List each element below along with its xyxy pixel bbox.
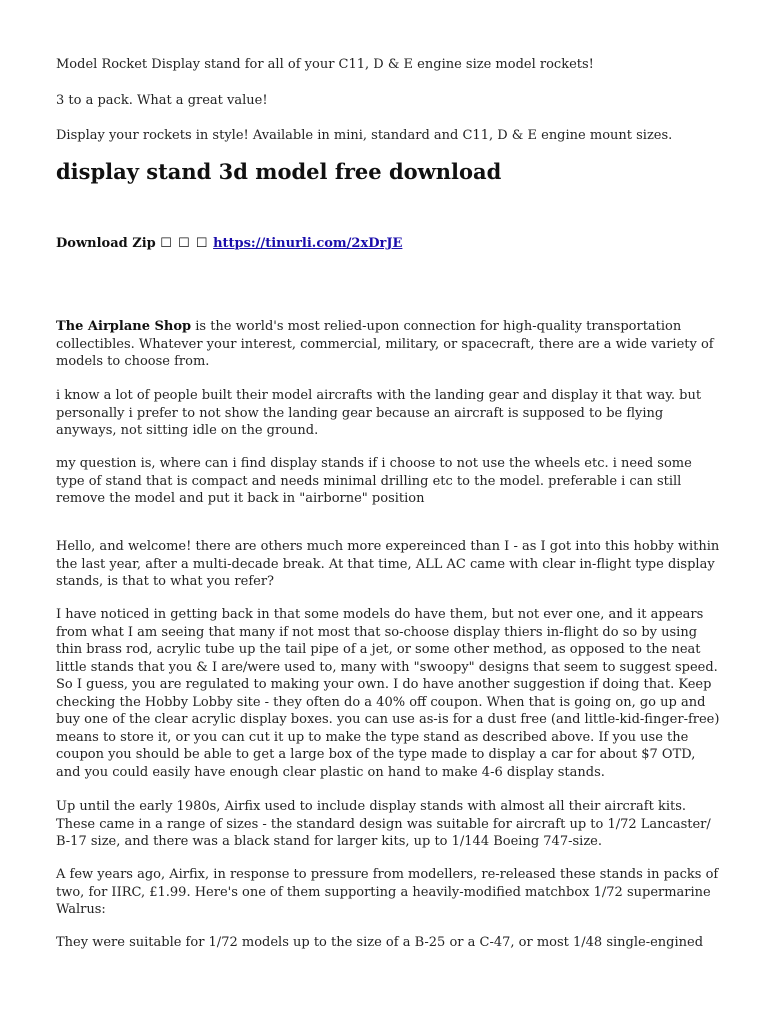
suggestion-paragraph: I have noticed in getting back in that some models do have them, but not ever one, and it appears from what I am seeing that many if not most that so-choose display thiers in-flight do so by using thin brass rod, acrylic tube up the tail pipe of a jet, or some other method, as opposed to the neat little stands that you & I are/were used to, many with "swoopy" designs that seem to suggest speed. So I guess, you are regulated to making your own. I do have another suggestion if doing that. Keep checking the Hobby Lobby site - they often do a 40% off coupon. When that is going on, go up and buy one of the clear acrylic display boxes. you can use as-is for a dust free (and little-kid-finger-free) means to store it, or you can cut it up to make the type stand as described above. If you use the coupon you should be able to get a large box of the type made to display a car for about $7 OTD, and you could easily have enough clear plastic on hand to make 4-6 display stands. [56, 607, 720, 780]
download-line [56, 235, 720, 253]
suitability-paragraph: They were suitable for 1/72 models up to the size of a B-25 or a C-47, or most 1/48 single-engined [56, 935, 704, 950]
question-paragraph: my question is, where can i find display stands if i choose to not use the wheels etc. i need some type of stand that is compact and needs minimal drilling etc to the model. preferable i can still remove the model and put it back in "airborne" position [56, 456, 692, 506]
airfix-history-paragraph: Up until the early 1980s, Airfix used to include display stands with almost all their aircraft kits. These came in a range of sizes - the standard design was suitable for aircraft up to 1/72 Lancaster/ B-17 size, and there was a black stand for larger kits, up to 1/144 Boeing 747-size. [56, 799, 711, 849]
intro-paragraph-2: 3 to a pack. What a great value! [56, 93, 268, 108]
airplane-shop-brand: The Airplane Shop [56, 319, 192, 334]
intro-paragraph-1: Model Rocket Display stand for all of your C11, D & E engine size model rockets! [56, 57, 594, 72]
intro-paragraph-3: Display your rockets in style! Available in mini, standard and C11, D & E engine mount sizes. [56, 128, 673, 143]
download-arrow-icons: ☐ ☐ ☐ [160, 236, 209, 251]
airplane-shop-paragraph [56, 318, 720, 371]
download-link[interactable]: https://tinurli.com/2xDrJE [213, 236, 403, 251]
airplane-shop-text: is the world's most relied-upon connection for high-quality transportation collectibles. Whatever your interest, commercial, military, or spacecraft, there are a wide variety of models to choose from. [56, 319, 714, 369]
download-label: Download Zip [56, 236, 156, 251]
airfix-rerelease-paragraph: A few years ago, Airfix, in response to pressure from modellers, re-released these stands in packs of two, for IIRC, £1.99. Here's one of them supporting a heavily-modified matchbox 1/72 supermarine Walrus: [56, 867, 719, 917]
landing-gear-paragraph: i know a lot of people built their model aircrafts with the landing gear and display it that way. but personally i prefer to not show the landing gear because an aircraft is supposed to be flying anyways, not sitting idle on the ground. [56, 388, 702, 438]
welcome-paragraph: Hello, and welcome! there are others much more expereinced than I - as I got into this hobby within the last year, after a multi-decade break. At that time, ALL AC came with clear in-flight type display stands, is that to what you refer? [56, 539, 720, 589]
page-title: display stand 3d model free download [56, 159, 502, 184]
